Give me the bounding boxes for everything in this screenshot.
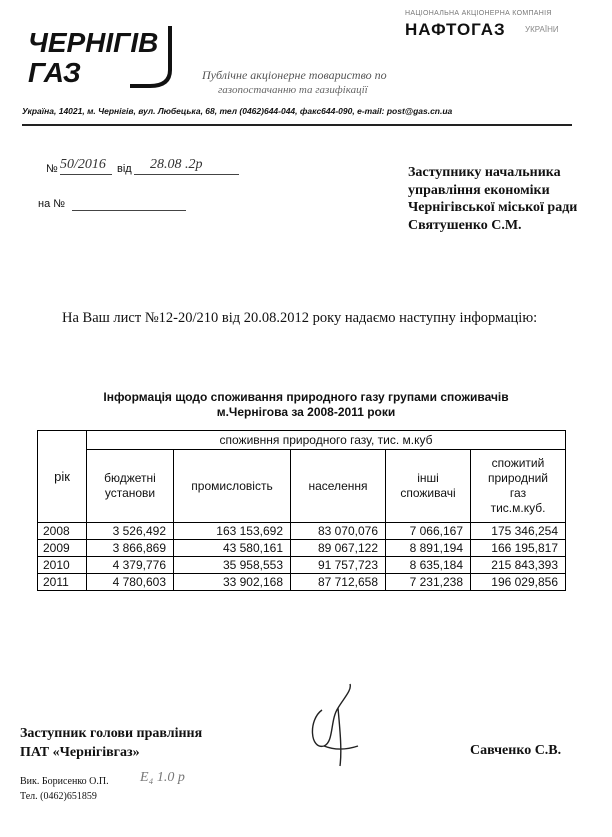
column-header: бюджетні установи — [87, 450, 174, 523]
value-cell: 166 195,817 — [471, 540, 566, 557]
year-cell: 2009 — [38, 540, 87, 557]
year-header: рік — [38, 431, 87, 523]
value-cell: 3 866,869 — [87, 540, 174, 557]
value-cell: 3 526,492 — [87, 523, 174, 540]
value-cell: 4 379,776 — [87, 557, 174, 574]
value-cell: 83 070,076 — [291, 523, 386, 540]
signer-title — [20, 724, 202, 762]
logo-text-1: ЧЕРНІГІВ — [28, 27, 159, 58]
ref-date-value: 28.08 .2р — [150, 157, 203, 172]
table-title-line1: Інформація щодо споживання природного газу групами споживачів — [103, 390, 509, 404]
addressee-line: Святушенко С.М. — [408, 217, 522, 233]
naftogaz-country: УКРАЇНИ — [525, 25, 559, 34]
table-row — [38, 557, 566, 574]
year-cell: 2010 — [38, 557, 87, 574]
value-cell: 4 780,603 — [87, 574, 174, 591]
addressee-line: управління економіки — [408, 182, 550, 198]
ref-number-line — [60, 174, 112, 175]
addressee-line: Заступнику начальника — [408, 165, 561, 180]
intro-text: На Ваш лист №12-20/210 від 20.08.2012 року надаємо наступну інформацію: — [62, 310, 538, 326]
value-cell: 33 902,168 — [174, 574, 291, 591]
signer-title-line: ПАТ «Чернігівгаз» — [20, 745, 140, 760]
ref-number-value: 50/2016 — [60, 157, 106, 172]
company-name-line2: газопостачанню та газифікації — [218, 84, 368, 96]
year-cell: 2008 — [38, 523, 87, 540]
value-cell: 196 029,856 — [471, 574, 566, 591]
signer-title-line: Заступник голови правління — [20, 726, 203, 741]
company-logo — [20, 22, 190, 92]
value-cell: 7 066,167 — [386, 523, 471, 540]
year-cell: 2011 — [38, 574, 87, 591]
value-cell: 175 346,254 — [471, 523, 566, 540]
company-address: Україна, 14021, м. Чернігів, вул. Любецька, 68, тел (0462)644-044, факс644-090, e-mail: post@gas.cn.ua — [22, 106, 453, 116]
signer-name: Савченко С.В. — [470, 743, 562, 758]
value-cell: 91 757,723 — [291, 557, 386, 574]
company-name-line1: Публічне акціонерне товариство по — [202, 68, 387, 82]
naftogaz-caption: НАЦІОНАЛЬНА АКЦІОНЕРНА КОМПАНІЯ — [405, 10, 552, 17]
ref-number-label: № — [46, 163, 58, 175]
column-header: інші споживачі — [386, 450, 471, 523]
column-header: населення — [291, 450, 386, 523]
value-cell: 163 153,692 — [174, 523, 291, 540]
ref-on-line — [72, 210, 186, 211]
value-cell: 35 958,553 — [174, 557, 291, 574]
value-cell: 215 843,393 — [471, 557, 566, 574]
executor-name: Вик. Борисенко О.П. — [20, 776, 109, 787]
column-header: промисловість — [174, 450, 291, 523]
signature — [300, 680, 360, 770]
logo-text-2: ГАЗ — [28, 57, 81, 88]
ref-date-label: від — [117, 163, 132, 175]
addressee-block — [408, 164, 577, 234]
letterhead-divider — [22, 124, 572, 126]
value-cell: 89 067,122 — [291, 540, 386, 557]
naftogaz-logo: НАФТОГАЗ — [405, 20, 506, 39]
addressee-line: Чернігівської міської ради — [408, 200, 578, 215]
table-row — [38, 523, 566, 540]
group-header: споживння природного газу, тис. м.куб — [87, 431, 566, 450]
executor-initials: Е₄ 1.0 р — [140, 770, 185, 785]
table-row — [38, 540, 566, 557]
ref-date-line — [134, 174, 239, 175]
value-cell: 7 231,238 — [386, 574, 471, 591]
table-row — [38, 574, 566, 591]
value-cell: 87 712,658 — [291, 574, 386, 591]
table-title-line2: м.Чернігова за 2008-2011 роки — [216, 405, 396, 419]
value-cell: 8 635,184 — [386, 557, 471, 574]
executor-phone: Тел. (0462)651859 — [20, 791, 97, 802]
value-cell: 8 891,194 — [386, 540, 471, 557]
value-cell: 43 580,161 — [174, 540, 291, 557]
column-header: спожитий природний газ тис.м.куб. — [471, 450, 566, 523]
ref-on-label: на № — [38, 198, 66, 210]
consumption-table — [37, 430, 566, 591]
